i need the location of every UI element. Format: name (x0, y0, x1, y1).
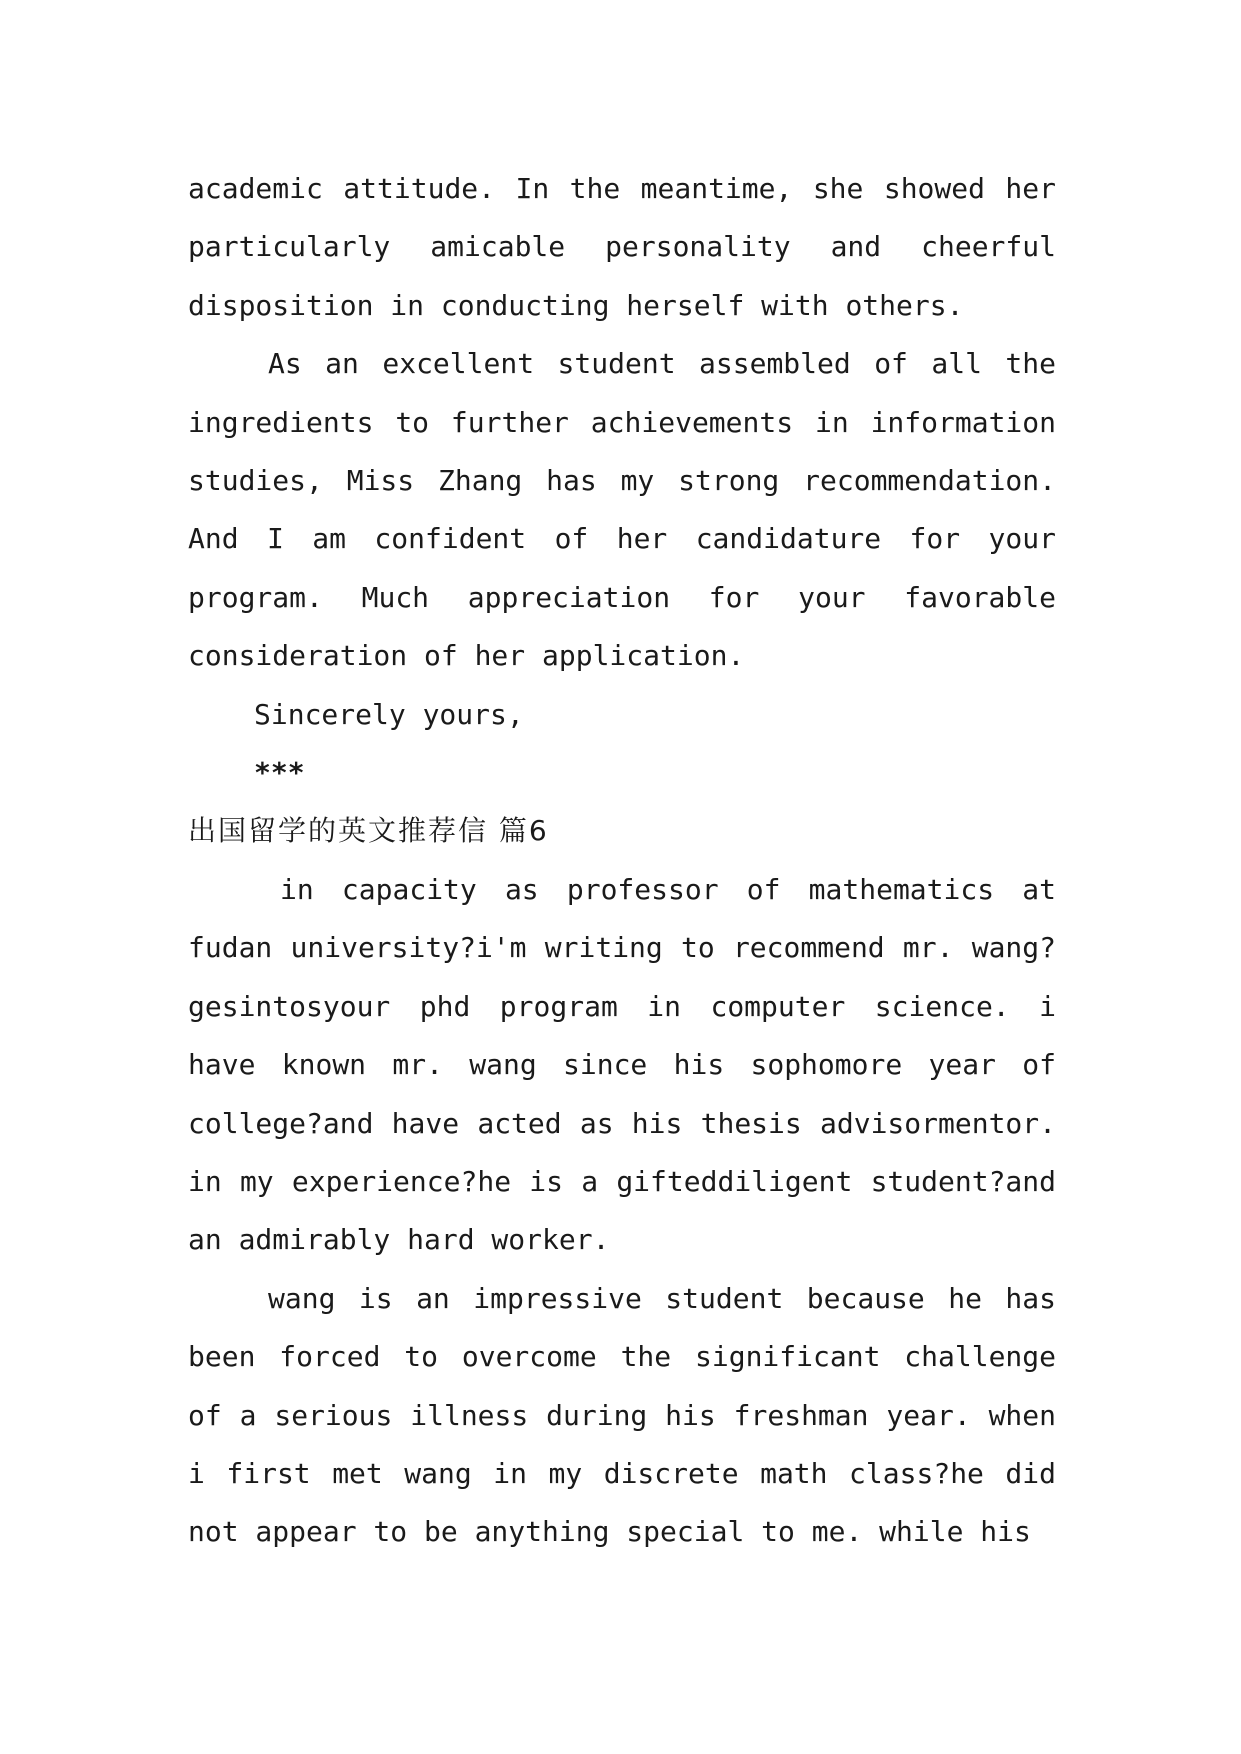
signature: *** (254, 756, 305, 790)
paragraph-recommendation: As an excellent student assembled of all the ingredients to further achievements in information studies, Miss Zhang has my strong recommendation. And I am confident of her candidature for your program. Much appreciation for your favorable consideration of her application. (188, 347, 1056, 673)
section-heading: 出国留学的英文推荐信 篇6 (188, 814, 549, 848)
letter-body (188, 160, 1056, 1562)
paragraph-continued: academic attitude. In the meantime, she showed her particularly amicable personality and cheerful disposition in conducting herself with others. (188, 172, 1056, 322)
paragraph-impressive: wang is an impressive student because he has been forced to overcome the significant challenge of a serious illness during his freshman year. when i first met wang in my discrete math class?he did not appear to be anything special to me. while his (188, 1281, 1056, 1549)
paragraph-capacity: in capacity as professor of mathematics at fudan university?i'm writing to recommend mr. wang?gesintosyour phd program in computer science. i have known mr. wang since his sophomore year of college?and have acted as his thesis advisormentor. in my experience?he is a gifteddiligent student?and an admirably hard worker. (188, 872, 1056, 1257)
closing-line: Sincerely yours, (254, 697, 524, 731)
